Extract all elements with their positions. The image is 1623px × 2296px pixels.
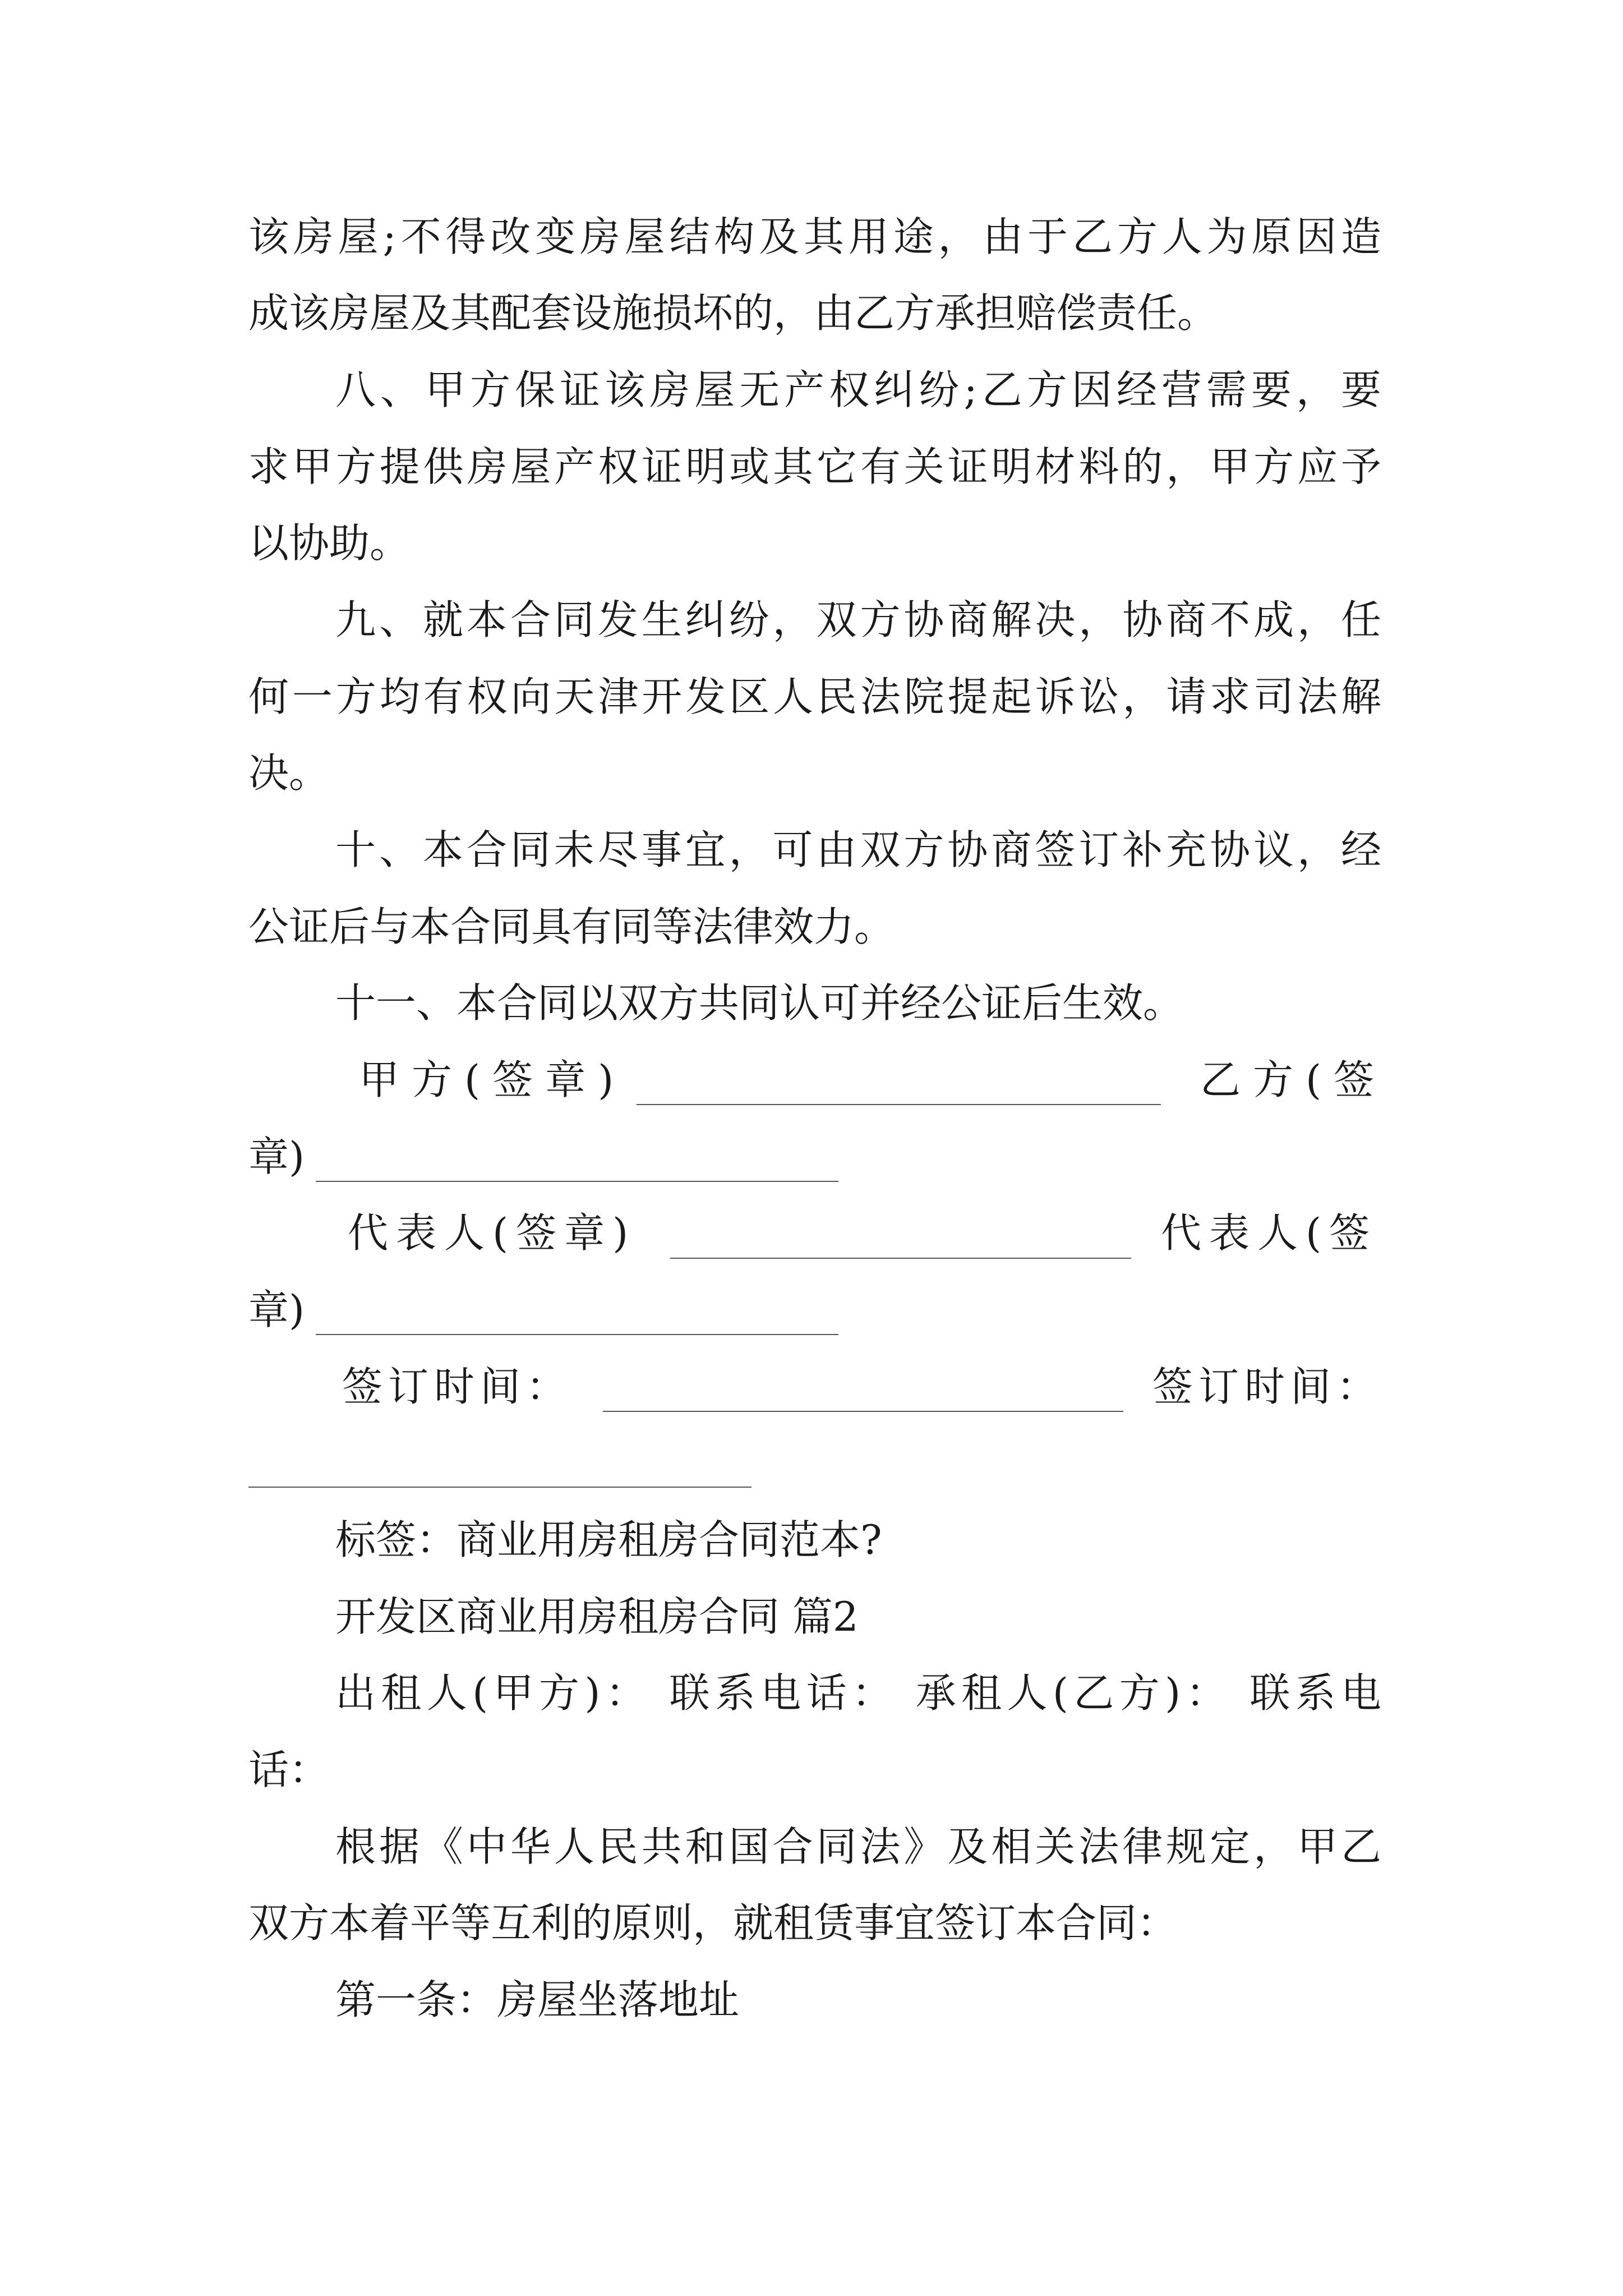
date-a-label: 签订时间： <box>342 1363 573 1410</box>
body-line: 以协助。 <box>248 519 411 567</box>
rep-a-signature-blank <box>670 1258 1131 1259</box>
date-b-label: 签订时间： <box>1152 1363 1383 1410</box>
body-line: 公证后与本合同具有同等法律效力。 <box>248 903 895 950</box>
article-2-title: 开发区商业用房租房合同 篇2 <box>335 1593 859 1640</box>
clause-11-line: 十一、本合同以双方共同认可并经公证后生效。 <box>335 979 1184 1027</box>
parties-line-end: 话： <box>248 1746 330 1793</box>
clause-10-line: 十、本合同未尽事宜，可由双方协商签订补充协议，经 <box>335 826 1381 873</box>
body-line: 何一方均有权向天津开发区人民法院提起诉讼，请求司法解 <box>248 673 1381 720</box>
body-line: 该房屋;不得改变房屋结构及其用途，由于乙方人为原因造 <box>248 213 1381 260</box>
date-b-blank <box>248 1487 751 1488</box>
clause-1-heading: 第一条：房屋坐落地址 <box>335 1976 740 2023</box>
date-a-blank <box>603 1411 1123 1412</box>
parties-line: 出租人(甲方)： 联系电话： 承租人(乙方)： 联系电 <box>335 1669 1381 1717</box>
tag-line: 标签：商业用房租房合同范本? <box>335 1516 882 1563</box>
rep-b-signature-blank <box>316 1334 838 1335</box>
preamble-line-end: 双方本着平等互利的原则，就租赁事宜签订本合同： <box>248 1899 1178 1947</box>
preamble-line: 根据《中华人民共和国合同法》及相关法律规定，甲乙 <box>335 1823 1381 1870</box>
clause-8-line: 八、甲方保证该房屋无产权纠纷;乙方因经营需要，要 <box>335 366 1381 413</box>
rep-b-signature-label: 代表人(签 <box>1161 1209 1378 1257</box>
party-b-signature-label-end: 章) <box>248 1133 305 1180</box>
party-a-signature-label: 甲方(签章) <box>359 1056 626 1103</box>
rep-b-signature-label-end: 章) <box>248 1286 305 1333</box>
body-line: 求甲方提供房屋产权证明或其它有关证明材料的，甲方应予 <box>248 443 1381 490</box>
party-b-signature-blank <box>316 1181 838 1182</box>
clause-9-line: 九、就本合同发生纠纷，双方协商解决，协商不成，任 <box>335 596 1381 643</box>
body-line: 决。 <box>248 749 330 797</box>
party-a-signature-blank <box>637 1104 1161 1105</box>
rep-a-signature-label: 代表人(签章) <box>348 1209 637 1257</box>
party-b-signature-label: 乙方(签 <box>1200 1056 1387 1103</box>
body-line: 成该房屋及其配套设施损坏的，由乙方承担赔偿责任。 <box>248 289 1218 337</box>
